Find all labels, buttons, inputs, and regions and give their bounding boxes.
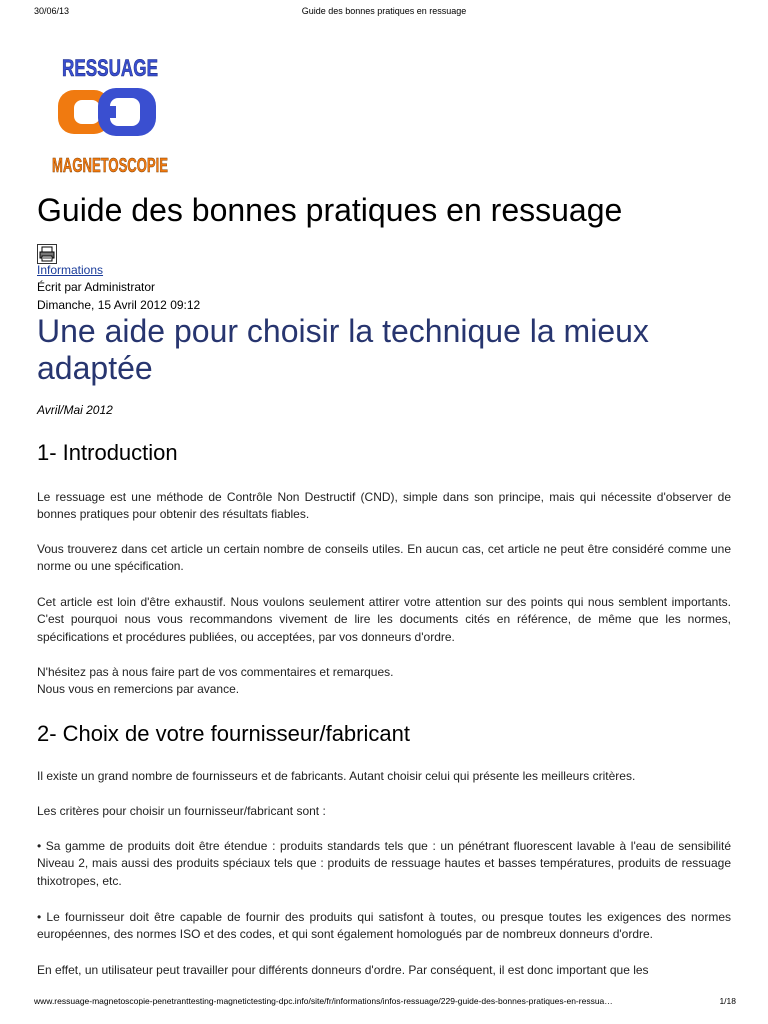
section-heading-supplier: 2- Choix de votre fournisseur/fabricant	[37, 721, 410, 746]
paragraph: Les critères pour choisir un fournisseur/fabricant sont :	[37, 804, 326, 818]
issue-date: Avril/Mai 2012	[37, 403, 113, 417]
author-line: Écrit par Administrator	[37, 280, 156, 294]
paragraph: Il existe un grand nombre de fournisseurs et de fabricants. Autant choisir celui qui présente les meilleurs critères.	[37, 769, 636, 783]
paragraph: N'hésitez pas à nous faire part de vos commentaires et remarques.	[37, 665, 394, 679]
logo-top-text: RESSUAGE	[62, 55, 158, 82]
site-logo[interactable]	[46, 48, 174, 180]
paragraph: Le ressuage est une méthode de Contrôle Non Destructif (CND), simple dans son principe, mais qui nécessite d'observer de bonnes pratiques pour obtenir des résultats fiables.	[37, 490, 731, 522]
print-doc-title: Guide des bonnes pratiques en ressuage	[301, 6, 467, 16]
paragraph: En effet, un utilisateur peut travailler pour différents donneurs d'ordre. Par conséquent, il est donc important que les	[37, 963, 649, 977]
paragraph: Vous trouverez dans cet article un certain nombre de conseils utiles. En aucun cas, cet article ne peut être considéré comme une norme ou une spécification.	[37, 542, 731, 574]
print-date: 30/06/13	[34, 6, 70, 16]
print-url: www.ressuage-magnetoscopie-penetranttesting-magnetictesting-dpc.info/site/fr/informations/infos-ressuage/229-guide-des-bonnes-pratiques-en-ressua…	[34, 996, 613, 1006]
page-title: Guide des bonnes pratiques en ressuage	[37, 192, 623, 228]
section-heading-introduction: 1- Introduction	[37, 440, 178, 465]
printer-icon	[37, 244, 57, 264]
paragraph: Cet article est loin d'être exhaustif. Nous voulons seulement attirer votre attention sur des points qui nous semblent importants. C'est pourquoi nous vous recommandons vivement de lire les documents cités en référence, de même que les normes, spécifications et procédures publiées, ou acceptées, par vos donneurs d'ordre.	[37, 595, 731, 644]
category-link[interactable]: Informations	[37, 263, 104, 277]
logo-mark: CD	[46, 48, 48, 49]
published-date: Dimanche, 15 Avril 2012 09:12	[37, 298, 201, 312]
bullet-item: • Le fournisseur doit être capable de fournir des produits qui satisfont à toutes, ou presque toutes les exigences des normes européennes, des normes ISO et des codes, et qui sont également homologués par de nombreux donneurs d'ordre.	[37, 910, 731, 942]
print-header	[0, 6, 768, 20]
print-button[interactable]	[37, 244, 57, 264]
paragraph: Nous vous en remercions par avance.	[37, 682, 240, 696]
bullet-item: • Sa gamme de produits doit être étendue : produits standards tels que : un pénétrant fluorescent lavable à l'eau de sensibilité Niveau 2, mais aussi des produits spéciaux tels que : produits de ressuage hautes et basses températures, produits de ressuage thixotropes, etc.	[37, 839, 731, 888]
article-headline: Une aide pour choisir la technique la mieux adaptée	[37, 313, 649, 386]
logo-bottom-text: MAGNETOSCOPIE	[52, 155, 168, 177]
page-number: 1/18	[719, 996, 736, 1006]
